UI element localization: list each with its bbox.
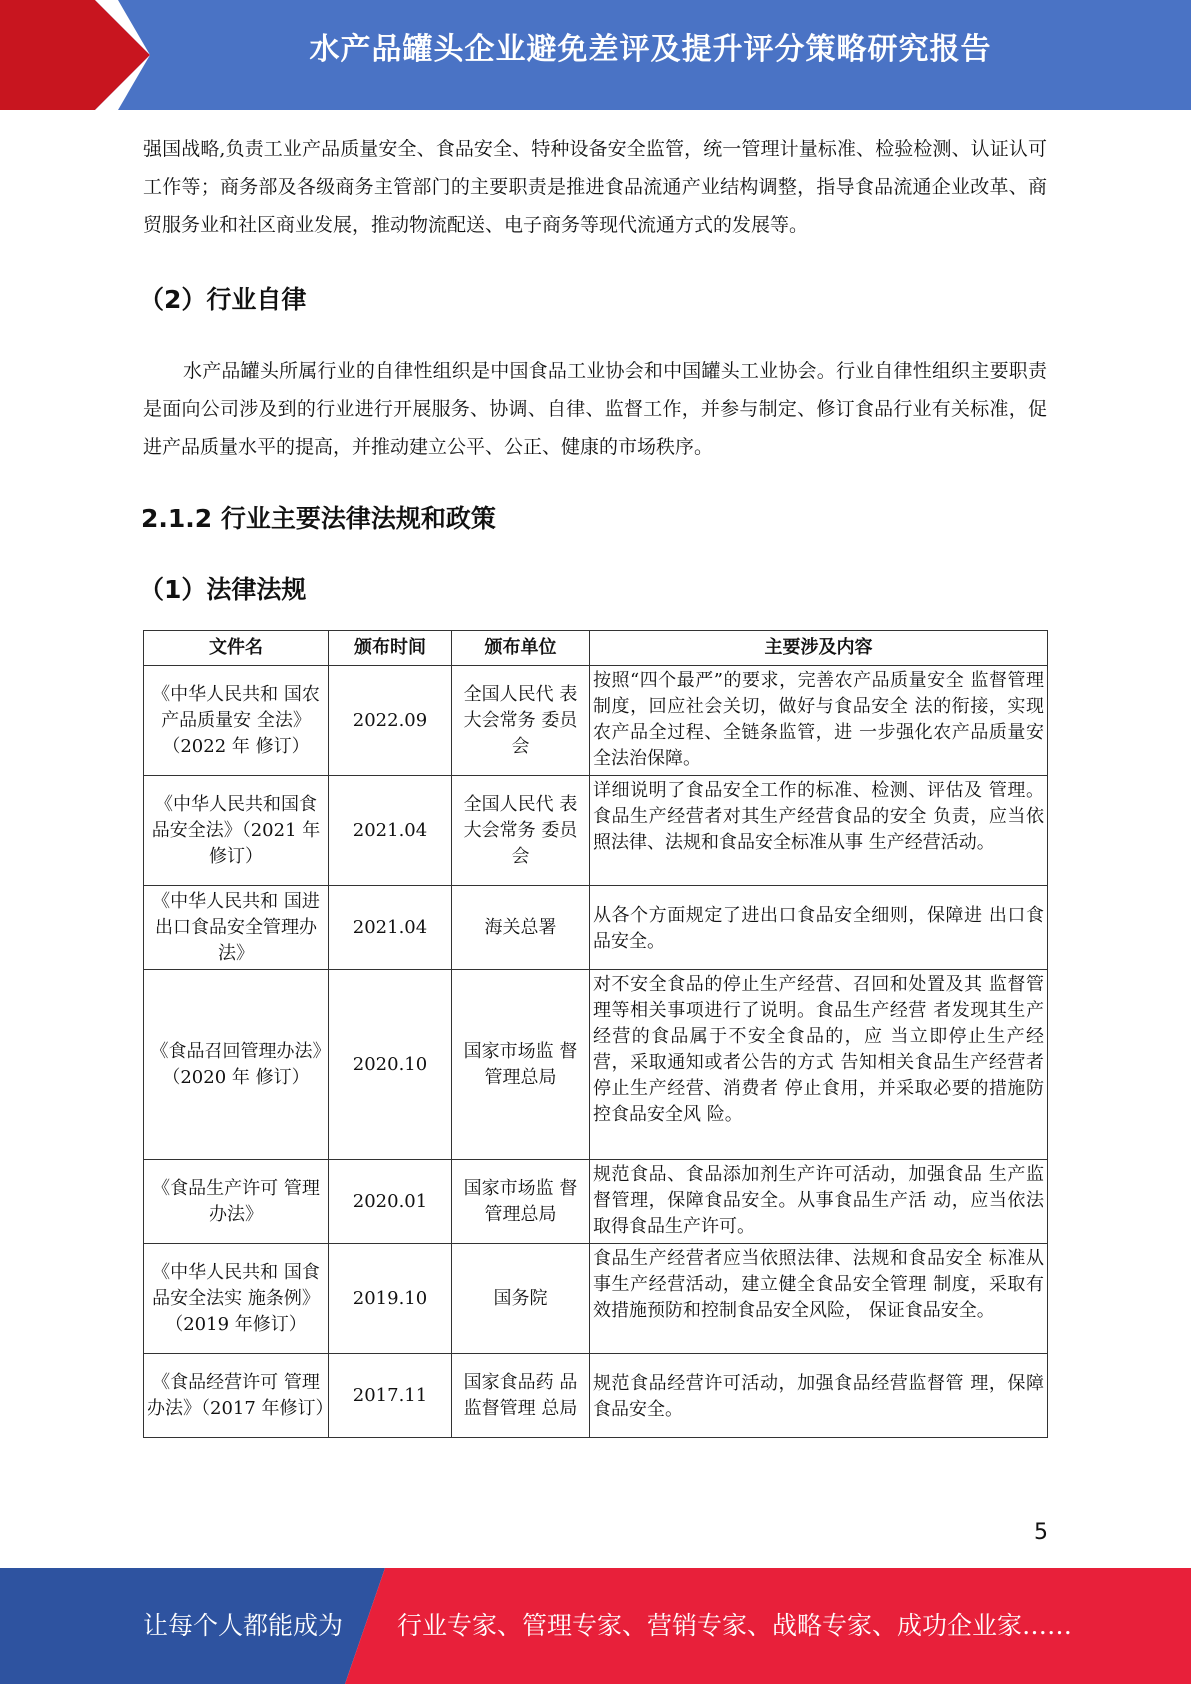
table-row bbox=[144, 1160, 1048, 1244]
col-header-content: 主要涉及内容 bbox=[590, 631, 1048, 666]
cell-name: 《中华人民共和国食品安全法》（2021 年修订） bbox=[144, 776, 329, 886]
cell-date: 2020.10 bbox=[329, 970, 452, 1160]
footer-slogan-right: 行业专家、管理专家、营销专家、战略专家、成功企业家…… bbox=[397, 1611, 1073, 1640]
cell-org: 国家市场监 督管理总局 bbox=[452, 1160, 590, 1244]
cell-date: 2021.04 bbox=[329, 776, 452, 886]
page-content bbox=[139, 130, 1047, 1438]
cell-date: 2020.01 bbox=[329, 1160, 452, 1244]
cell-date: 2021.04 bbox=[329, 886, 452, 970]
cell-content: 规范食品、食品添加剂生产许可活动，加强食品 生产监督管理，保障食品安全。从事食品生产活 动，应当依法取得食品生产许可。 bbox=[590, 1160, 1048, 1244]
table-row bbox=[144, 1244, 1048, 1354]
cell-date: 2019.10 bbox=[329, 1244, 452, 1354]
cell-content: 对不安全食品的停止生产经营、召回和处置及其 监督管理等相关事项进行了说明。食品生产经营 者发现其生产经营的食品属于不安全食品的，应 当立即停止生产经营，采取通知或者公告的方式 告知相关食品生产经营者停止生产经营、消费者 停止食用，并采取必要的措施防控食品安全风 险。 bbox=[590, 970, 1048, 1160]
page-header bbox=[0, 0, 1191, 110]
cell-content: 规范食品经营许可活动，加强食品经营监督管 理，保障食品安全。 bbox=[590, 1354, 1048, 1438]
intro-paragraph: 强国战略,负责工业产品质量安全、食品安全、特种设备安全监管，统一管理计量标准、检验检测、认证认可工作等；商务部及各级商务主管部门的主要职责是推进食品流通产业结构调整，指导食品流通企业改革、商贸服务业和社区商业发展，推动物流配送、电子商务等现代流通方式的发展等。 bbox=[143, 138, 1047, 236]
table-header-row bbox=[144, 631, 1048, 666]
cell-name: 《食品召回管理办法》（2020 年 修订） bbox=[144, 970, 329, 1160]
cell-org: 海关总署 bbox=[452, 886, 590, 970]
cell-name: 《食品经营许可 管理办法》（2017 年修订） bbox=[144, 1354, 329, 1438]
cell-name: 《中华人民共和 国农产品质量安 全法》（2022 年 修订） bbox=[144, 666, 329, 776]
report-title: 水产品罐头企业避免差评及提升评分策略研究报告 bbox=[309, 32, 992, 67]
cell-org: 国家市场监 督管理总局 bbox=[452, 970, 590, 1160]
cell-org: 国务院 bbox=[452, 1244, 590, 1354]
laws-table bbox=[143, 630, 1048, 1438]
self-discipline-paragraph: 水产品罐头所属行业的自律性组织是中国食品工业协会和中国罐头工业协会。行业自律性组织主要职责是面向公司涉及到的行业进行开展服务、协调、自律、监督工作，并参与制定、修订食品行业有关标准，促进产品质量水平的提高，并推动建立公平、公正、健康的市场秩序。 bbox=[143, 360, 1047, 458]
table-row bbox=[144, 1354, 1048, 1438]
cell-date: 2017.11 bbox=[329, 1354, 452, 1438]
cell-name: 《中华人民共和 国食品安全法实 施条例》（2019 年修订） bbox=[144, 1244, 329, 1354]
cell-content: 从各个方面规定了进出口食品安全细则，保障进 出口食品安全。 bbox=[590, 886, 1048, 970]
page-number: 5 bbox=[1034, 1520, 1048, 1545]
table-row bbox=[144, 970, 1048, 1160]
cell-content: 食品生产经营者应当依照法律、法规和食品安全 标准从事生产经营活动，建立健全食品安全管理 制度，采取有效措施预防和控制食品安全风险， 保证食品安全。 bbox=[590, 1244, 1048, 1354]
col-header-date: 颁布时间 bbox=[329, 631, 452, 666]
cell-org: 全国人民代 表大会常务 委员会 bbox=[452, 666, 590, 776]
page-footer bbox=[0, 1568, 1191, 1684]
heading-laws: （1）法律法规 bbox=[139, 575, 307, 604]
heading-laws-policies: 2.1.2 行业主要法律法规和政策 bbox=[141, 504, 496, 533]
cell-content: 详细说明了食品安全工作的标准、检测、评估及 管理。食品生产经营者对其生产经营食品的安全 负责，应当依照法律、法规和食品安全标准从事 生产经营活动。 bbox=[590, 776, 1048, 886]
cell-content: 按照“四个最严”的要求，完善农产品质量安全 监督管理制度，回应社会关切，做好与食品安全 法的衔接，实现农产品全过程、全链条监管，进 一步强化农产品质量安全法治保障。 bbox=[590, 666, 1048, 776]
cell-date: 2022.09 bbox=[329, 666, 452, 776]
footer-slogan-left: 让每个人都能成为 bbox=[143, 1611, 344, 1640]
table-row bbox=[144, 776, 1048, 886]
table-row bbox=[144, 886, 1048, 970]
heading-self-discipline: （2）行业自律 bbox=[139, 285, 307, 314]
cell-name: 《食品生产许可 管理办法》 bbox=[144, 1160, 329, 1244]
col-header-name: 文件名 bbox=[144, 631, 329, 666]
cell-org: 国家食品药 品监督管理 总局 bbox=[452, 1354, 590, 1438]
cell-org: 全国人民代 表大会常务 委员会 bbox=[452, 776, 590, 886]
col-header-org: 颁布单位 bbox=[452, 631, 590, 666]
cell-name: 《中华人民共和 国进出口食品安全管理办法》 bbox=[144, 886, 329, 970]
table-row bbox=[144, 666, 1048, 776]
